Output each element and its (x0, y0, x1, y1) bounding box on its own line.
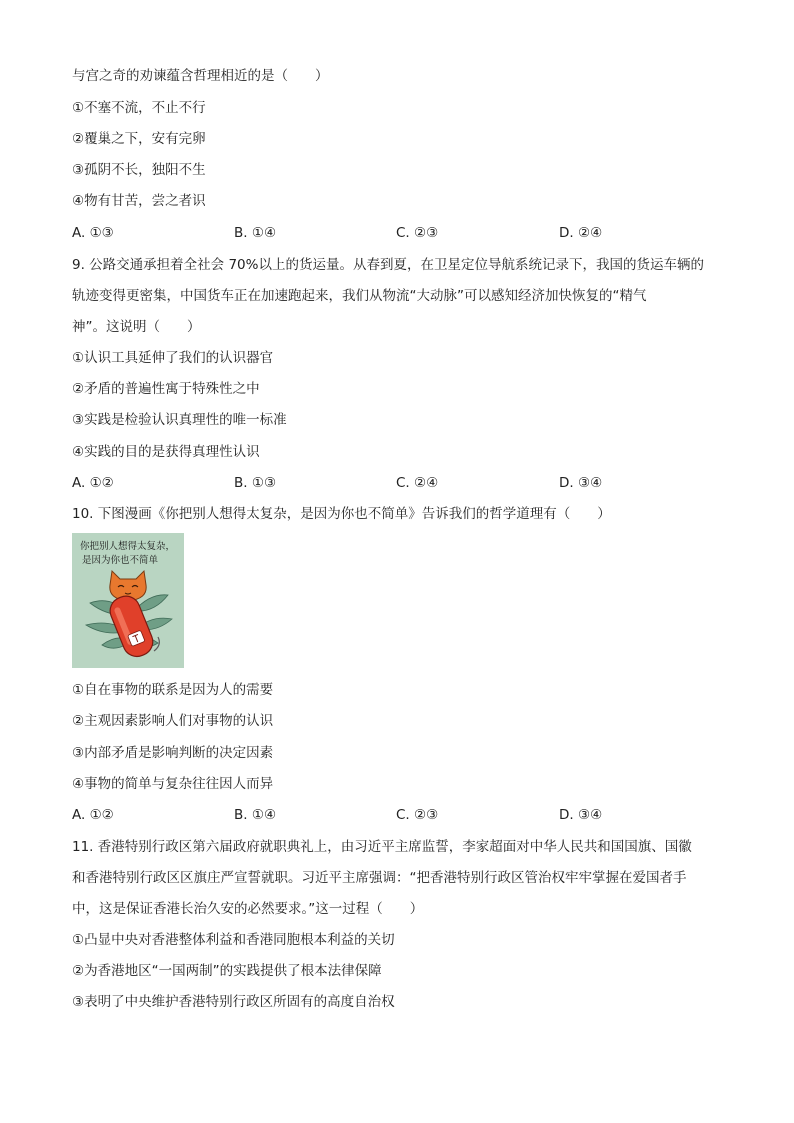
q10-item-3: ③内部矛盾是影响判断的决定因素 (72, 745, 274, 761)
cartoon-image (72, 533, 184, 668)
q10-option-d: D. ③④ (559, 807, 603, 823)
q9-option-c: C. ②④ (396, 475, 439, 491)
q9-item-3: ③实践是检验认识真理性的唯一标准 (72, 412, 287, 428)
q9-option-d: D. ③④ (559, 475, 603, 491)
q11-item-2: ②为香港地区“一国两制”的实践提供了根本法律保障 (72, 963, 382, 979)
q9-item-4: ④实践的目的是获得真理性认识 (72, 444, 260, 460)
cartoon-illustration (72, 533, 184, 668)
q9-stem-line-3: 神”。这说明（ ） (72, 319, 201, 335)
q8-option-d: D. ②④ (559, 225, 603, 241)
q10-option-b: B. ①④ (234, 807, 277, 823)
q9-option-a: A. ①② (72, 475, 114, 491)
q10-item-4: ④事物的简单与复杂往往因人而异 (72, 776, 274, 792)
cartoon-caption-line-2: 是因为你也不简单 (82, 555, 159, 566)
q9-option-b: B. ①③ (234, 475, 277, 491)
q9-stem-line-1: 9. 公路交通承担着全社会 70%以上的货运量。从春到夏，在卫星定位导航系统记录下，我国的货运车辆的 (72, 257, 704, 273)
q8-stem: 与宫之奇的劝谏蕴含哲理相近的是（ ） (72, 68, 329, 84)
q8-option-a: A. ①③ (72, 225, 114, 241)
q11-stem-line-1: 11. 香港特别行政区第六届政府就职典礼上，由习近平主席监誓，李家超面对中华人民共和国国旗、国徽 (72, 839, 692, 855)
q8-item-1: ①不塞不流，不止不行 (72, 100, 206, 116)
q10-option-a: A. ①② (72, 807, 114, 823)
q9-item-2: ②矛盾的普遍性寓于特殊性之中 (72, 381, 260, 397)
cartoon-caption-line-1: 你把别人想得太复杂， (80, 541, 176, 552)
q8-option-c: C. ②③ (396, 225, 439, 241)
q11-stem-line-3: 中，这是保证香港长治久安的必然要求。”这一过程（ ） (72, 901, 424, 917)
q8-option-b: B. ①④ (234, 225, 277, 241)
q10-item-2: ②主观因素影响人们对事物的认识 (72, 713, 274, 729)
q11-item-1: ①凸显中央对香港整体利益和香港同胞根本利益的关切 (72, 932, 395, 948)
q10-item-1: ①自在事物的联系是因为人的需要 (72, 682, 274, 698)
q8-item-3: ③孤阴不长，独阳不生 (72, 162, 206, 178)
q8-item-4: ④物有甘苦，尝之者识 (72, 193, 206, 209)
q10-stem: 10. 下图漫画《你把别人想得太复杂，是因为你也不简单》告诉我们的哲学道理有（ ） (72, 506, 611, 522)
q10-option-c: C. ②③ (396, 807, 439, 823)
q9-item-1: ①认识工具延伸了我们的认识器官 (72, 350, 274, 366)
q9-stem-line-2: 轨迹变得更密集，中国货车正在加速跑起来，我们从物流“大动脉”可以感知经济加快恢复的“精气 (72, 288, 647, 304)
q11-item-3: ③表明了中央维护香港特别行政区所固有的高度自治权 (72, 994, 395, 1010)
q8-item-2: ②覆巢之下，安有完卵 (72, 131, 206, 147)
q11-stem-line-2: 和香港特别行政区区旗庄严宣誓就职。习近平主席强调：“把香港特别行政区管治权牢牢掌握在爱国者手 (72, 870, 687, 886)
